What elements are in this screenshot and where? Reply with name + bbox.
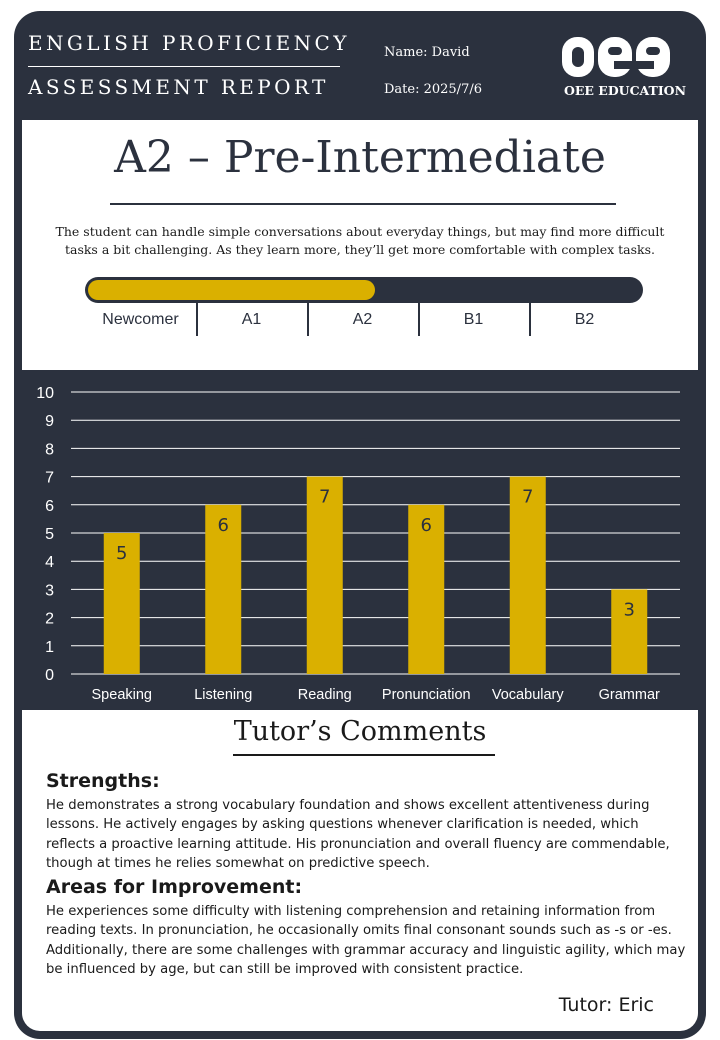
y-tick-label: 4 — [45, 554, 54, 572]
y-tick-label: 0 — [45, 667, 54, 684]
x-tick-label: Listening — [194, 687, 253, 703]
report-title-line1: ENGLISH PROFICIENCY — [28, 31, 350, 55]
y-tick-label: 9 — [45, 413, 54, 431]
level-title: A2 – Pre-Intermediate — [114, 132, 606, 183]
y-tick-label: 6 — [45, 497, 54, 515]
x-tick-label: Pronunciation — [381, 687, 471, 703]
bar-value-label: 6 — [420, 514, 432, 536]
improvement-heading: Areas for Improvement: — [46, 876, 303, 898]
tutor-comments-panel — [22, 710, 698, 1031]
scale-label-a2: A2 — [352, 311, 373, 328]
y-tick-label: 5 — [45, 526, 54, 543]
level-description: The student can handle simple conversations about everyday things, but may find more difficult tasks a bit challenging. As they learn more, they’ll get more comfortable with complex tasks. — [55, 224, 665, 257]
skills-bar-chart — [14, 370, 706, 710]
y-tick-label: 3 — [45, 582, 54, 600]
x-tick-label: Vocabulary — [491, 687, 564, 703]
level-progress-fill — [88, 280, 375, 300]
strengths-heading: Strengths: — [46, 770, 160, 792]
y-tick-label: 10 — [36, 385, 54, 402]
scale-label-newcomer: Newcomer — [102, 311, 179, 328]
bar-value-label: 6 — [217, 514, 229, 536]
title-divider — [28, 66, 340, 67]
x-tick-label: Reading — [297, 687, 352, 703]
comments-title: Tutor’s Comments — [233, 716, 487, 747]
strengths-text: He demonstrates a strong vocabulary foundation and shows excellent attentiveness during lessons. He actively engages by asking questions whenever clarification is needed, which reflects a proactive learning attitude. His pronunciation and overall fluency are commendable, though at times he relies somewhat on predictive speech. — [46, 798, 670, 872]
scale-label-b2: B2 — [574, 311, 595, 328]
logo-text: OEE EDUCATION — [564, 83, 686, 98]
y-tick-label: 1 — [45, 638, 54, 656]
level-title-underline — [110, 203, 616, 205]
scale-label-b1: B1 — [463, 311, 484, 328]
comments-title-underline — [233, 754, 495, 756]
y-tick-label: 7 — [45, 469, 54, 487]
y-tick-label: 2 — [45, 610, 54, 628]
report-card — [14, 11, 706, 1039]
improvement-text: He experiences some difficulty with listening comprehension and retaining information from reading texts. In pronunciation, he occasionally omits final consonant sounds such as -s or -es. Additionally, there are some challenges with grammar accuracy and linguistic agility, which may be influenced by age, but can still be improved with consistent practice. — [46, 904, 686, 978]
student-name: Name: David — [384, 45, 470, 60]
report-title-line2: ASSESSMENT REPORT — [28, 75, 329, 99]
level-panel — [22, 120, 698, 370]
bar-value-label: 3 — [623, 599, 635, 621]
tutor-signature: Tutor: Eric — [558, 994, 654, 1016]
bar-value-label: 7 — [319, 486, 331, 508]
x-tick-label: Grammar — [598, 687, 660, 703]
bar-value-label: 7 — [522, 486, 534, 508]
y-tick-label: 8 — [45, 441, 54, 459]
level-progress-bar — [85, 277, 643, 303]
report-date: Date: 2025/7/6 — [384, 82, 482, 97]
x-tick-label: Speaking — [91, 687, 152, 703]
scale-label-a1: A1 — [241, 311, 262, 328]
bar-value-label: 5 — [116, 543, 128, 564]
